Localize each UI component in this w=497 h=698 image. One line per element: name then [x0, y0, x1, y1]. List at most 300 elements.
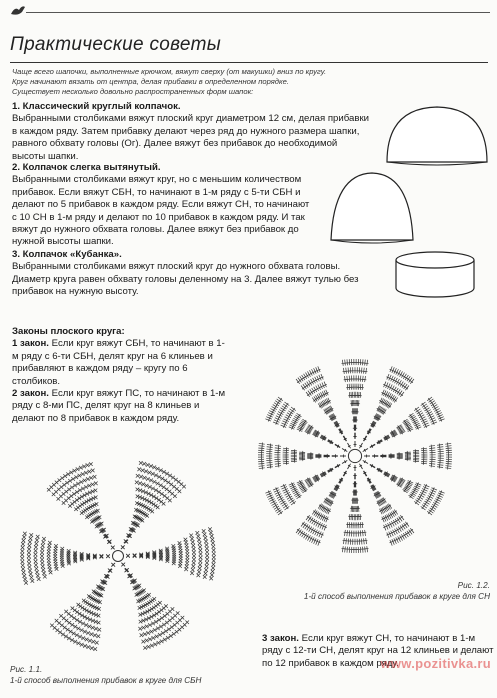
- stitch-mark: [90, 632, 94, 636]
- section-body: Выбранными столбиками вяжут плоский круг до нужного обхвата головы. Диаметр круга равен обхвату головы деленному на 3. Далее вяжут тулью без прибавок на нужную высоту.: [12, 261, 359, 298]
- stitch-mark: [60, 476, 64, 480]
- stitch-mark: [413, 451, 419, 454]
- stitch-mark: [60, 547, 64, 551]
- stitch-mark: [359, 530, 362, 536]
- stitch-mark: [21, 542, 25, 546]
- stitch-mark: [191, 544, 195, 548]
- figure-caption: 1-й способ выполнения прибавок в круге для СН: [303, 592, 490, 601]
- stitch-mark: [203, 575, 207, 579]
- stitch-mark: [58, 631, 62, 635]
- stitch-mark: [386, 532, 389, 538]
- law-2-text: Если круг вяжут ПС, то начинают в 1-м ряду с 8-ми ПС, делят круг на 8 клиньев и делают по 8 прибавок в каждом ряду.: [12, 388, 226, 424]
- stitch-mark: [142, 483, 146, 487]
- stitch-mark: [169, 634, 173, 638]
- stitch-mark: [387, 383, 390, 388]
- stitch-mark: [356, 392, 359, 398]
- stitch-mark: [400, 478, 405, 481]
- stitch-mark: [439, 491, 445, 494]
- page-title: Практические советы: [10, 34, 221, 55]
- stitch-mark: [351, 514, 354, 520]
- stitch-mark: [73, 484, 77, 488]
- stitch-mark: [357, 547, 360, 553]
- stitch-mark: [342, 460, 347, 463]
- stitch-mark: [318, 504, 321, 509]
- stitch-mark: [41, 544, 45, 548]
- stitch-mark: [361, 530, 364, 536]
- stitch-mark: [419, 494, 424, 497]
- stitch-mark: [266, 452, 272, 455]
- stitch-mark: [283, 455, 289, 458]
- stitch-mark: [283, 460, 289, 463]
- figure-1-2-caption: [272, 580, 490, 602]
- stitch-mark: [164, 479, 168, 483]
- stitch-mark: [28, 565, 32, 569]
- stitch-mark: [27, 551, 31, 555]
- stitch-mark: [318, 540, 321, 546]
- stitch-mark: [62, 483, 66, 487]
- stitch-mark: [421, 447, 427, 450]
- stitch-mark: [93, 634, 97, 638]
- stitch-mark: [42, 571, 46, 575]
- stitch-mark: [343, 368, 346, 374]
- stitch-mark: [349, 367, 352, 373]
- stitch-mark: [151, 472, 155, 476]
- stitch-mark: [198, 542, 202, 546]
- stitch-mark: [21, 564, 25, 568]
- stitch-mark: [285, 417, 290, 420]
- stitch-mark: [428, 495, 433, 498]
- stitch-mark: [396, 369, 399, 374]
- stitch-mark: [324, 525, 327, 531]
- stitch-mark: [360, 367, 363, 373]
- stitch-mark: [383, 382, 386, 388]
- stitch-mark: [204, 540, 208, 544]
- stitch-mark: [21, 560, 25, 564]
- stitch-mark: [199, 556, 203, 560]
- stitch-mark: [400, 431, 405, 434]
- stitch-mark: [356, 539, 359, 545]
- law-3-label: 3 закон.: [262, 633, 299, 644]
- stitch-mark: [365, 368, 368, 374]
- stitch-mark: [157, 610, 161, 614]
- section-kubanka-cap: [12, 249, 368, 299]
- stitch-mark: [212, 559, 216, 563]
- stitch-mark: [354, 392, 357, 398]
- stitch-mark: [192, 551, 196, 555]
- stitch-mark: [352, 375, 355, 381]
- stitch-mark: [360, 539, 363, 545]
- stitch-mark: [20, 556, 24, 560]
- stitch-mark: [283, 453, 289, 456]
- stitch-mark: [172, 632, 176, 636]
- stitch-mark: [346, 522, 349, 528]
- stitch-mark: [22, 571, 26, 575]
- stitch-mark: [192, 561, 196, 565]
- stitch-mark: [343, 538, 346, 544]
- law-2-label: 2 закон.: [12, 388, 49, 400]
- stitch-mark: [283, 458, 289, 461]
- stitch-mark: [29, 533, 33, 537]
- stitch-mark: [391, 386, 394, 391]
- stitch-mark: [64, 635, 68, 639]
- stitch-mark: [29, 537, 33, 541]
- stitch-mark: [413, 452, 419, 455]
- stitch-mark: [307, 535, 310, 540]
- stitch-mark: [431, 489, 436, 492]
- stitch-mark: [189, 534, 193, 538]
- stitch-mark: [162, 502, 166, 506]
- stitch-mark: [393, 387, 396, 392]
- stitch-mark: [366, 360, 369, 366]
- stitch-mark: [388, 375, 391, 380]
- stitch-mark: [204, 568, 208, 572]
- stitch-mark: [212, 555, 216, 559]
- stitch-mark: [29, 572, 33, 576]
- stitch-mark: [191, 565, 195, 569]
- stitch-mark: [197, 570, 201, 574]
- stitch-mark: [168, 474, 172, 478]
- stitch-mark: [353, 514, 356, 520]
- stitch-mark: [90, 646, 94, 650]
- stitch-mark: [73, 500, 77, 504]
- stitch-mark: [281, 425, 287, 428]
- intro-line-2: Круг начинают вязать от центра, делая прибавки в определенном порядке.: [12, 77, 289, 87]
- stitch-mark: [266, 459, 272, 462]
- stitch-mark: [138, 488, 142, 492]
- stitch-mark: [274, 420, 279, 423]
- stitch-mark: [423, 486, 428, 489]
- stitch-mark: [141, 640, 145, 644]
- stitch-mark: [61, 633, 65, 637]
- stitch-mark: [421, 451, 427, 454]
- stitch-mark: [353, 392, 356, 398]
- stitch-mark: [344, 360, 347, 366]
- stitch-mark: [354, 384, 357, 390]
- stitch-mark: [283, 447, 289, 450]
- stitch-mark: [266, 417, 271, 420]
- stitch-mark: [168, 619, 172, 623]
- stitch-mark: [350, 522, 353, 528]
- stitch-mark: [349, 539, 352, 545]
- watermark: www.pozitivka.ru: [380, 656, 491, 671]
- stitch-mark: [266, 457, 272, 460]
- stitch-mark: [121, 563, 125, 567]
- stitch-mark: [445, 445, 451, 448]
- stitch-mark: [35, 570, 39, 574]
- stitch-mark: [48, 541, 52, 545]
- stitch-mark: [266, 448, 272, 451]
- stitch-mark: [28, 540, 32, 544]
- stitch-mark: [34, 560, 38, 564]
- stitch-mark: [152, 502, 156, 506]
- stitch-mark: [190, 537, 194, 541]
- stitch-mark: [274, 456, 280, 459]
- stitch-mark: [205, 557, 209, 561]
- stitch-mark: [359, 392, 362, 398]
- stitch-mark: [41, 540, 45, 544]
- laws-heading: Законы плоского круга:: [12, 326, 125, 337]
- stitch-mark: [259, 465, 265, 468]
- stitch-mark: [319, 532, 322, 537]
- stitch-mark: [392, 377, 395, 382]
- elongated-cap-illustration: [328, 170, 416, 244]
- stitch-mark: [361, 547, 364, 553]
- stitch-mark: [37, 577, 41, 581]
- stitch-mark: [438, 459, 444, 462]
- stitch-mark: [436, 497, 441, 500]
- stitch-mark: [424, 484, 430, 487]
- stitch-mark: [354, 465, 357, 471]
- stitch-mark: [199, 552, 203, 556]
- stitch-mark: [95, 641, 99, 645]
- stitch-mark: [321, 374, 324, 380]
- stitch-mark: [163, 614, 167, 618]
- stitch-mark: [165, 621, 169, 625]
- stitch-mark: [36, 574, 40, 578]
- stitch-mark: [164, 629, 168, 633]
- stitch-mark: [430, 491, 435, 494]
- stitch-mark: [66, 472, 70, 476]
- stitch-mark: [34, 545, 38, 549]
- stitch-mark: [82, 599, 86, 603]
- stitch-mark: [27, 558, 31, 562]
- stitch-mark: [348, 530, 351, 536]
- stitch-mark: [265, 491, 271, 494]
- stitch-mark: [350, 514, 353, 520]
- stitch-mark: [35, 542, 39, 546]
- stitch-mark: [359, 359, 362, 365]
- stitch-mark: [178, 490, 182, 494]
- stitch-mark: [291, 451, 297, 454]
- stitch-mark: [330, 501, 333, 506]
- stitch-mark: [139, 475, 143, 479]
- stitch-mark: [364, 360, 367, 366]
- stitch-mark: [413, 455, 419, 458]
- stitch-mark: [258, 458, 264, 461]
- stitch-mark: [354, 514, 357, 520]
- stitch-mark: [278, 412, 283, 415]
- stitch-mark: [344, 530, 347, 536]
- stitch-mark: [211, 541, 215, 545]
- stitch-mark: [291, 458, 297, 461]
- stitch-mark: [66, 628, 70, 632]
- stitch-mark: [156, 506, 160, 510]
- stitch-mark: [23, 532, 27, 536]
- stitch-mark: [198, 567, 202, 571]
- stitch-mark: [97, 621, 101, 625]
- stitch-mark: [87, 594, 91, 598]
- stitch-mark: [394, 378, 397, 383]
- stitch-mark: [59, 614, 63, 618]
- stitch-mark: [265, 419, 271, 422]
- stitch-mark: [358, 367, 361, 373]
- stitch-mark: [364, 530, 367, 536]
- stitch-mark: [352, 384, 355, 390]
- intro-line-3: Существует несколько довольно распространенных форм шапок:: [12, 87, 254, 97]
- stitch-mark: [41, 565, 45, 569]
- stitch-mark: [211, 566, 215, 570]
- stitch-mark: [50, 624, 54, 628]
- stitch-mark: [429, 493, 434, 496]
- stitch-mark: [346, 530, 349, 536]
- stitch-mark: [165, 487, 169, 491]
- stitch-mark: [342, 448, 347, 451]
- stitch-mark: [58, 478, 62, 482]
- stitch-mark: [94, 482, 98, 486]
- stitch-mark: [364, 546, 367, 552]
- stitch-mark: [173, 494, 177, 498]
- stitch-mark: [350, 384, 353, 390]
- stitch-mark: [433, 502, 438, 505]
- stitch-mark: [275, 462, 281, 465]
- stitch-mark: [446, 449, 452, 452]
- stitch-mark: [145, 514, 149, 518]
- stitch-mark: [70, 623, 74, 627]
- stitch-mark: [80, 503, 84, 507]
- stitch-mark: [273, 422, 279, 425]
- stitch-mark: [355, 531, 358, 537]
- stitch-mark: [205, 554, 209, 558]
- stitch-mark: [364, 455, 370, 458]
- stitch-mark: [21, 546, 25, 550]
- stitch-mark: [355, 384, 358, 390]
- stitch-mark: [421, 453, 427, 456]
- stitch-mark: [275, 465, 281, 468]
- stitch-mark: [403, 489, 408, 492]
- stitch-mark: [35, 538, 39, 542]
- stitch-mark: [421, 455, 427, 458]
- stitch-mark: [27, 562, 31, 566]
- stitch-mark: [346, 376, 349, 382]
- stitch-mark: [276, 416, 281, 419]
- stitch-mark: [438, 455, 444, 458]
- stitch-mark: [435, 499, 440, 502]
- stitch-mark: [421, 462, 427, 465]
- stitch-mark: [413, 454, 419, 457]
- stitch-mark: [60, 485, 64, 489]
- stitch-mark: [64, 610, 68, 614]
- stitch-mark: [354, 539, 357, 545]
- stitch-mark: [437, 444, 443, 447]
- stitch-mark: [275, 447, 281, 450]
- stitch-mark: [142, 462, 146, 466]
- stitch-mark: [204, 572, 208, 576]
- stitch-mark: [137, 468, 141, 472]
- stitch-mark: [67, 488, 71, 492]
- stitch-mark: [169, 483, 173, 487]
- stitch-mark: [210, 534, 214, 538]
- stitch-mark: [199, 559, 203, 563]
- stitch-mark: [146, 463, 150, 467]
- stitch-mark: [266, 461, 272, 464]
- stitch-mark: [27, 555, 31, 559]
- stitch-mark: [347, 539, 350, 545]
- stitch-mark: [359, 384, 362, 390]
- stitch-mark: [259, 467, 265, 470]
- stitch-mark: [360, 443, 363, 448]
- stitch-mark: [354, 441, 357, 447]
- stitch-mark: [274, 453, 280, 456]
- stitch-mark: [20, 553, 24, 557]
- stitch-mark: [315, 530, 318, 535]
- publisher-logo-icon: [10, 4, 26, 18]
- stitch-mark: [345, 368, 348, 374]
- stitch-mark: [136, 474, 140, 478]
- stitch-mark: [437, 495, 442, 498]
- stitch-mark: [400, 371, 403, 376]
- stitch-mark: [175, 630, 179, 634]
- stitch-mark: [35, 567, 39, 571]
- stitch-mark: [429, 449, 435, 452]
- stitch-mark: [22, 535, 26, 539]
- stitch-mark: [266, 450, 272, 453]
- stitch-mark: [320, 523, 323, 528]
- stitch-mark: [79, 466, 83, 470]
- stitch-mark: [34, 553, 38, 557]
- stitch-mark: [88, 639, 92, 643]
- stitch-mark: [359, 514, 362, 520]
- stitch-mark: [357, 531, 360, 537]
- stitch-mark: [429, 462, 435, 465]
- stitch-mark: [358, 539, 361, 545]
- stitch-mark: [429, 447, 435, 450]
- stitch-mark: [277, 414, 282, 417]
- stitch-mark: [93, 647, 97, 651]
- stitch-mark: [135, 481, 139, 485]
- stitch-mark: [385, 382, 388, 387]
- stitch-mark: [427, 497, 432, 500]
- stitch-mark: [192, 558, 196, 562]
- figure-label: Рис. 1.1.: [10, 665, 43, 674]
- stitch-mark: [40, 558, 44, 562]
- stitch-mark: [150, 644, 154, 648]
- stitch-mark: [363, 461, 368, 464]
- stitch-mark: [286, 415, 291, 418]
- stitch-mark: [420, 492, 425, 495]
- stitch-mark: [192, 554, 196, 558]
- stitch-mark: [302, 419, 307, 422]
- stitch-mark: [98, 628, 102, 632]
- stitch-mark: [205, 561, 209, 565]
- stitch-mark: [355, 359, 358, 365]
- stitch-mark: [87, 645, 91, 649]
- stitch-mark: [348, 392, 351, 398]
- stitch-mark: [421, 458, 427, 461]
- stitch-mark: [352, 522, 355, 528]
- stitch-mark: [172, 562, 176, 566]
- section-classic-cap: [12, 101, 372, 163]
- stitch-mark: [438, 461, 444, 464]
- stitch-mark: [421, 449, 427, 452]
- stitch-mark: [413, 449, 419, 452]
- stitch-mark: [445, 465, 451, 468]
- stitch-mark: [41, 568, 45, 572]
- stitch-mark: [88, 484, 92, 488]
- stitch-mark: [152, 466, 156, 470]
- intro-text: [12, 67, 482, 98]
- stitch-mark: [63, 626, 67, 630]
- stitch-mark: [30, 576, 34, 580]
- stitch-mark: [55, 481, 59, 485]
- section-body: Выбранными столбиками вяжут плоский круг диаметром 12 см, делая прибавки в каждом ряду. Затем прибавку делают через ряд до нужного размера шапки, равного обхвату головы (Ог). Далее вяжут без прибавок до необходимой высоты шапки.: [12, 113, 370, 162]
- stitch-mark: [340, 455, 346, 458]
- stitch-mark: [281, 423, 286, 426]
- stitch-mark: [258, 453, 264, 456]
- stitch-mark: [91, 626, 95, 630]
- stitch-mark: [212, 545, 216, 549]
- stitch-mark: [324, 382, 327, 388]
- stitch-mark: [82, 465, 86, 469]
